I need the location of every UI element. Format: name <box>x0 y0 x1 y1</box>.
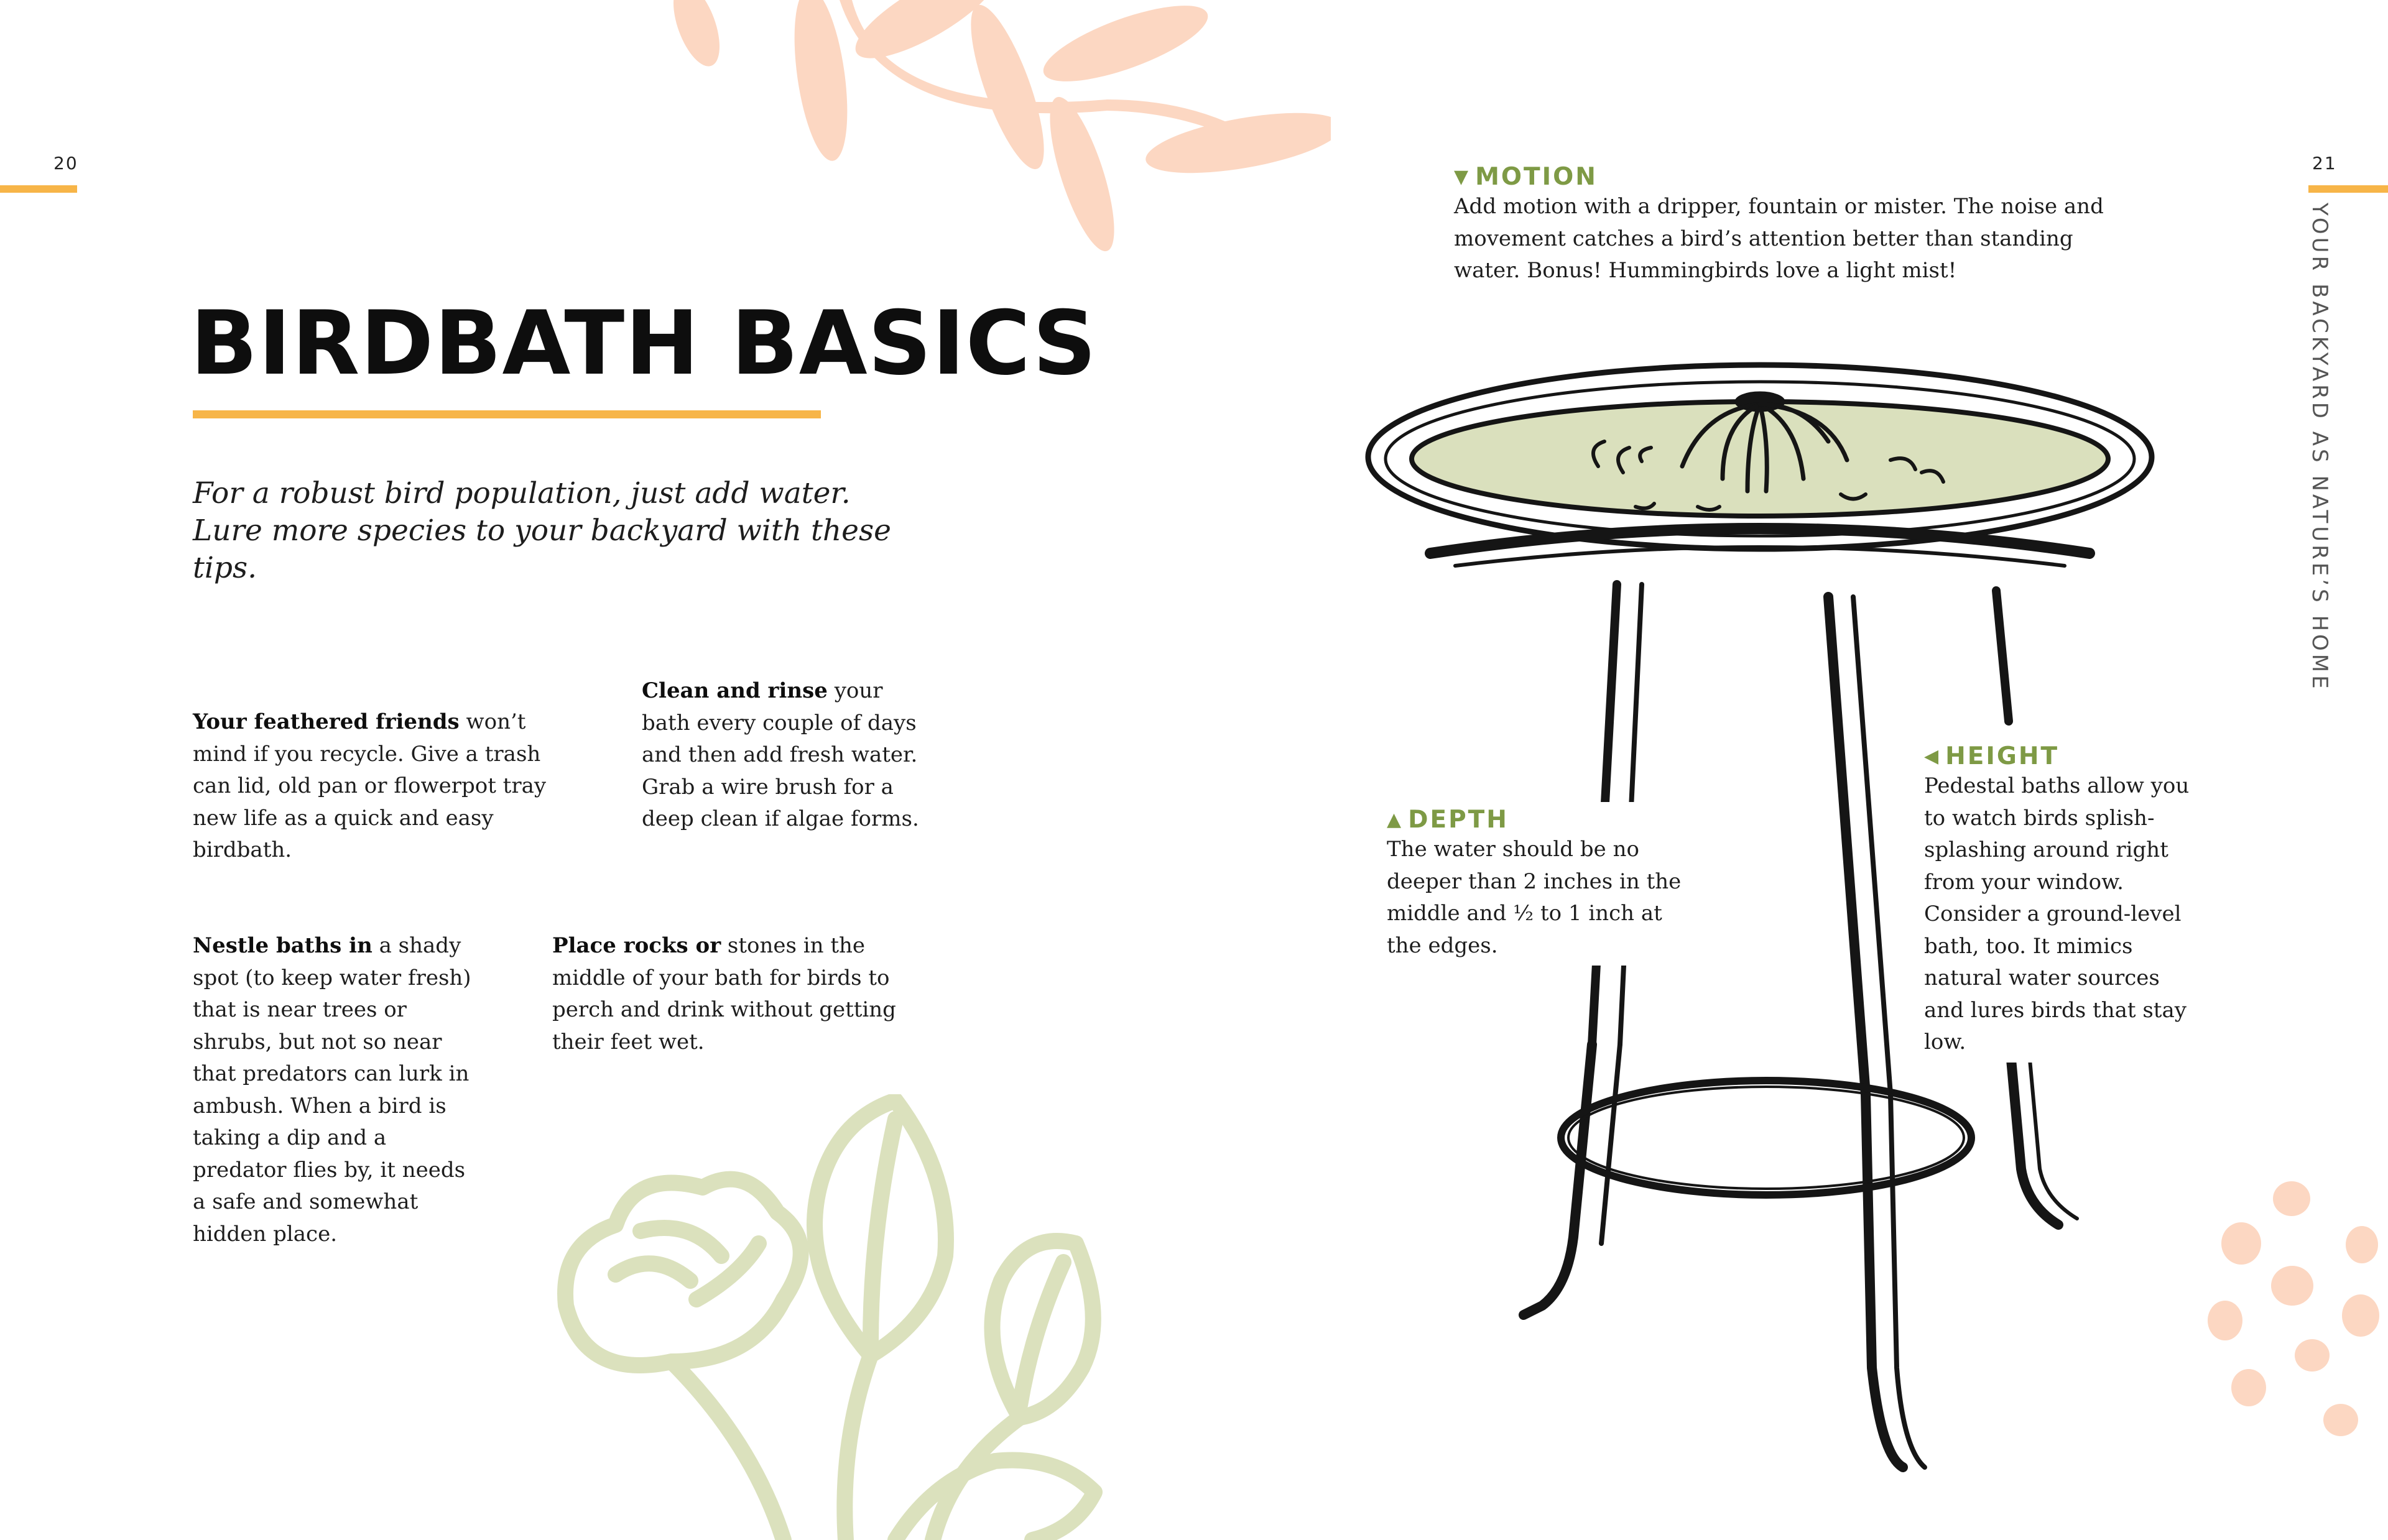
page-number-right: 21 <box>2312 153 2337 173</box>
tip-body: stones in the middle of your bath for birds to perch and drink without getting their feet wet. <box>552 933 896 1054</box>
tip-body: your bath every couple of days and then add fresh water. Grab a wire brush for a deep clean if algae forms. <box>642 678 919 831</box>
intro-text: For a robust bird population, just add water. Lure more species to your backyard with these tips. <box>193 476 891 585</box>
sage-plant-illustration <box>547 1094 1132 1540</box>
tip-body: won’t mind if you recycle. Give a trash can lid, old pan or flowerpot tray new life as a quick and easy birdbath. <box>193 709 547 862</box>
arrow-down-icon: ▼ <box>1454 166 1471 188</box>
tip-feathered-friends <box>193 706 560 867</box>
callout-heading-text: DEPTH <box>1408 806 1509 834</box>
title-underline <box>193 410 821 418</box>
arrow-left-icon: ◀ <box>1924 745 1941 767</box>
tip-lead: Your feathered friends <box>193 709 460 734</box>
tip-lead: Clean and rinse <box>642 678 828 703</box>
callout-heading-text: HEIGHT <box>1945 742 2060 770</box>
page-title: BIRDBATH BASICS <box>190 292 1097 395</box>
peach-dots-decoration <box>2201 1169 2388 1442</box>
callout-depth-body: The water should be no deeper than 2 inches in the middle and ½ to 1 inch at the edges. <box>1387 837 1682 958</box>
callout-height <box>1922 739 2206 1063</box>
folio-rule-left <box>0 185 77 193</box>
tip-body: a shady spot (to keep water fresh) that is near trees or shrubs, but not so near that predators can lurk in ambush. When a bird is taking a dip and a predator flies by, it needs a safe and somewhat hidden place. <box>193 933 471 1247</box>
tip-lead: Nestle baths in <box>193 933 373 958</box>
callout-motion <box>1454 163 2138 287</box>
callout-motion-heading <box>1454 163 2138 191</box>
callout-depth-heading <box>1387 806 1685 834</box>
tip-clean-and-rinse <box>642 675 922 836</box>
callout-heading-text: MOTION <box>1475 163 1598 191</box>
callout-depth <box>1384 802 1688 966</box>
arrow-up-icon: ▲ <box>1387 809 1404 831</box>
peach-leaf-branch-illustration <box>647 0 1331 261</box>
tip-nestle-baths <box>193 930 473 1250</box>
callout-height-heading <box>1924 742 2204 770</box>
callout-motion-body: Add motion with a dripper, fountain or mister. The noise and movement catches a bird’s attention better than standing water. Bonus! Hummingbirds love a light mist! <box>1454 194 2104 283</box>
section-side-label: YOUR BACKYARD AS NATURE’S HOME <box>2307 203 2332 692</box>
tip-place-rocks <box>552 930 932 1058</box>
folio-rule-right <box>2308 185 2388 193</box>
tip-lead: Place rocks or <box>552 933 721 958</box>
callout-height-body: Pedestal baths allow you to watch birds splish-splashing around right from your window. Consider a ground-level bath, too. It mimics natural water sources and lures birds that stay low. <box>1924 773 2190 1054</box>
page-number-left: 20 <box>53 153 78 173</box>
